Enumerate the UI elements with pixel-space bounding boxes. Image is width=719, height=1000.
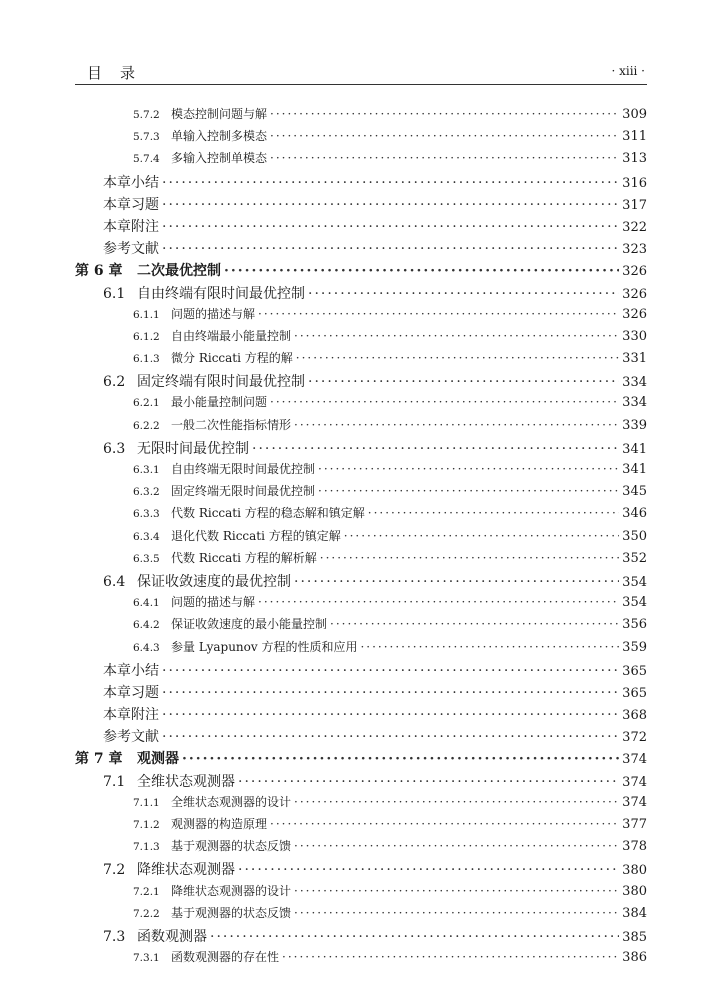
toc-entry-number: 6.3.4 bbox=[133, 530, 160, 543]
toc-entry-title: 参考文献 bbox=[103, 729, 159, 746]
toc-entry[interactable] bbox=[75, 460, 647, 482]
toc-entry-number: 5.7.2 bbox=[133, 109, 160, 121]
toc-entry-title: 基于观测器的状态反馈 bbox=[171, 905, 292, 920]
toc-entry-page: 374 bbox=[622, 752, 647, 768]
toc-entry[interactable] bbox=[75, 216, 647, 238]
toc-entry-title: 多输入控制单模态 bbox=[171, 151, 268, 166]
toc-entry-number: 7.3.1 bbox=[133, 952, 160, 965]
dot-leader bbox=[162, 241, 619, 257]
toc-entry-title: 观测器的构造原理 bbox=[171, 817, 268, 831]
toc-entry-page: 374 bbox=[622, 794, 647, 810]
dot-leader bbox=[270, 395, 619, 409]
toc-entry-page: 334 bbox=[622, 375, 647, 391]
toc-entry-page: 346 bbox=[622, 506, 647, 522]
dot-leader bbox=[162, 729, 619, 745]
toc-entry[interactable] bbox=[75, 527, 647, 549]
dot-leader bbox=[238, 862, 619, 878]
toc-entry-page: 339 bbox=[622, 417, 647, 433]
dot-leader bbox=[182, 751, 619, 767]
toc-entry-number: 6.3.2 bbox=[133, 486, 160, 499]
toc-entry-page: 372 bbox=[622, 730, 647, 746]
toc-entry-number: 7.2.1 bbox=[133, 885, 160, 898]
toc-entry-title: 无限时间最优控制 bbox=[137, 440, 249, 457]
toc-entry-title: 基于观测器的状态反馈 bbox=[171, 839, 292, 854]
toc-entry[interactable] bbox=[75, 504, 647, 526]
toc-entry-page: 350 bbox=[622, 528, 647, 544]
toc-entry[interactable] bbox=[75, 704, 647, 726]
toc-entry-title: 最小能量控制问题 bbox=[171, 395, 268, 410]
dot-leader bbox=[224, 263, 619, 279]
dot-leader bbox=[360, 640, 619, 654]
toc-entry-number: 6.2 bbox=[103, 374, 126, 391]
toc-entry[interactable] bbox=[75, 837, 647, 859]
toc-entry-number: 第 7 章 bbox=[75, 751, 123, 768]
toc-entry-page: 365 bbox=[622, 663, 647, 679]
toc-entry[interactable] bbox=[75, 815, 647, 837]
toc-entry[interactable] bbox=[75, 571, 647, 593]
dot-leader bbox=[294, 884, 619, 898]
toc-entry-title: 观测器 bbox=[137, 751, 179, 768]
toc-entry-page: 345 bbox=[622, 484, 647, 500]
toc-entry-page: 356 bbox=[622, 617, 647, 633]
dot-leader bbox=[258, 307, 619, 321]
dot-leader bbox=[320, 551, 619, 565]
toc-entry-page: 322 bbox=[622, 219, 647, 235]
toc-entry-title: 全维状态观测器的设计 bbox=[171, 794, 292, 809]
toc-entry-title: 函数观测器 bbox=[137, 928, 207, 945]
dot-leader bbox=[282, 950, 619, 964]
toc-entry-page: 354 bbox=[622, 574, 647, 590]
dot-leader bbox=[238, 774, 619, 790]
toc-entry-number: 6.3.3 bbox=[133, 508, 160, 521]
toc-entry-title: 问题的描述与解 bbox=[171, 595, 256, 610]
toc-entry-number: 7.2 bbox=[103, 862, 126, 879]
toc-entry[interactable] bbox=[75, 482, 647, 504]
dot-leader bbox=[210, 929, 619, 945]
toc-entry[interactable] bbox=[75, 416, 647, 438]
toc-entry-page: 316 bbox=[622, 175, 647, 191]
dot-leader bbox=[270, 107, 619, 121]
toc-entry-number: 5.7.4 bbox=[133, 153, 160, 166]
dot-leader bbox=[252, 441, 619, 457]
toc-entry-title: 单输入控制多模态 bbox=[171, 129, 268, 144]
toc-entry-page: 380 bbox=[622, 883, 647, 899]
dot-leader bbox=[294, 329, 619, 343]
toc-entry-page: 311 bbox=[622, 129, 647, 145]
toc-entry-page: 341 bbox=[622, 462, 647, 477]
dot-leader bbox=[162, 663, 619, 679]
toc-entry[interactable] bbox=[75, 305, 647, 327]
dot-leader bbox=[162, 685, 619, 701]
toc-entry[interactable] bbox=[75, 793, 647, 815]
toc-entry-number: 7.1.2 bbox=[133, 819, 160, 831]
toc-entry[interactable] bbox=[75, 260, 647, 282]
toc-entry-title: 本章小结 bbox=[103, 662, 159, 679]
toc-entry-page: 326 bbox=[622, 286, 647, 302]
toc-entry-title: 保证收敛速度的最小能量控制 bbox=[171, 617, 328, 632]
toc-entry-title: 固定终端有限时间最优控制 bbox=[137, 374, 305, 391]
toc-entry[interactable] bbox=[75, 327, 647, 349]
toc-entry-number: 6.4 bbox=[103, 573, 126, 590]
dot-leader bbox=[318, 484, 619, 498]
toc-entry-title: 代数 Riccati 方程的解析解 bbox=[171, 550, 317, 565]
toc-entry[interactable] bbox=[75, 283, 647, 305]
toc-entry-number: 7.1.1 bbox=[133, 796, 160, 809]
toc-entry-title: 本章习题 bbox=[103, 684, 159, 701]
toc-entry[interactable] bbox=[75, 882, 647, 904]
toc-entry[interactable] bbox=[75, 238, 647, 260]
toc-entry-title: 本章附注 bbox=[103, 218, 159, 235]
dot-leader bbox=[296, 351, 619, 365]
toc-entry-page: 326 bbox=[622, 306, 647, 322]
toc-entry[interactable] bbox=[75, 371, 647, 393]
dot-leader bbox=[162, 197, 619, 213]
toc-entry[interactable] bbox=[75, 105, 647, 127]
toc-entry-page: 331 bbox=[622, 351, 647, 367]
dot-leader bbox=[294, 418, 619, 432]
toc-entry-page: 323 bbox=[622, 242, 647, 258]
toc-entry-title: 固定终端无限时间最优控制 bbox=[171, 484, 316, 499]
dot-leader bbox=[270, 817, 619, 831]
toc-entry-page: 386 bbox=[622, 950, 647, 966]
dot-leader bbox=[294, 839, 619, 853]
toc-entry[interactable] bbox=[75, 948, 647, 970]
toc-entry-number: 6.3.1 bbox=[133, 464, 160, 476]
toc-entry-title: 降维状态观测器的设计 bbox=[171, 883, 292, 898]
toc-entry-page: 313 bbox=[622, 151, 647, 167]
toc-entry-title: 本章小结 bbox=[103, 174, 159, 191]
toc-entry[interactable] bbox=[75, 127, 647, 149]
dot-leader bbox=[330, 617, 619, 631]
toc-entry-number: 7.2.2 bbox=[133, 907, 160, 920]
dot-leader bbox=[162, 219, 619, 235]
toc-entry[interactable] bbox=[75, 926, 647, 948]
dot-leader bbox=[308, 374, 619, 390]
dot-leader bbox=[270, 129, 619, 143]
page-header bbox=[75, 62, 647, 85]
toc-entry-title: 自由终端无限时间最优控制 bbox=[171, 462, 316, 476]
toc-entry-page: 317 bbox=[622, 197, 647, 213]
toc-entry-number: 7.1 bbox=[103, 773, 126, 790]
dot-leader bbox=[308, 286, 619, 302]
dot-leader bbox=[270, 151, 619, 165]
toc-entry-title: 本章附注 bbox=[103, 707, 159, 724]
toc-entry-title: 代数 Riccati 方程的稳态解和镇定解 bbox=[171, 506, 365, 521]
dot-leader bbox=[294, 906, 619, 920]
toc-entry[interactable] bbox=[75, 149, 647, 171]
toc-entry-page: 378 bbox=[622, 839, 647, 855]
toc-entry-page: 330 bbox=[622, 328, 647, 344]
toc-entry-page: 368 bbox=[622, 708, 647, 724]
dot-leader bbox=[344, 529, 619, 543]
toc-entry-title: 函数观测器的存在性 bbox=[171, 950, 280, 965]
toc-entry-title: 降维状态观测器 bbox=[137, 862, 235, 879]
dot-leader bbox=[368, 506, 619, 520]
toc-entry-page: 341 bbox=[622, 441, 647, 457]
toc-entry-title: 自由终端有限时间最优控制 bbox=[137, 285, 305, 302]
toc-entry-page: 354 bbox=[622, 595, 647, 611]
dot-leader bbox=[162, 175, 619, 191]
toc-entry-number: 6.3.5 bbox=[133, 552, 160, 565]
toc-entry-title: 微分 Riccati 方程的解 bbox=[171, 351, 293, 366]
toc-entry-number: 6.4.2 bbox=[133, 619, 160, 632]
toc-entry[interactable] bbox=[75, 194, 647, 216]
toc-entry-number: 7.3 bbox=[103, 928, 126, 945]
toc-entry-title: 保证收敛速度的最优控制 bbox=[137, 573, 291, 590]
toc-entry-number: 7.1.3 bbox=[133, 841, 160, 854]
toc-entry-number: 6.4.3 bbox=[133, 641, 160, 654]
toc-entry-number: 第 6 章 bbox=[75, 263, 123, 280]
toc-entry-page: 384 bbox=[622, 905, 647, 921]
dot-leader bbox=[294, 795, 619, 809]
toc-entry-number: 6.2.1 bbox=[133, 397, 160, 410]
toc-entry[interactable] bbox=[75, 615, 647, 637]
toc-entry-title: 模态控制问题与解 bbox=[171, 107, 268, 121]
toc-entry-title: 本章习题 bbox=[103, 196, 159, 213]
toc-entry-page: 352 bbox=[622, 550, 647, 566]
toc-entry-page: 309 bbox=[622, 107, 647, 122]
toc-entry[interactable] bbox=[75, 748, 647, 770]
toc-entry[interactable] bbox=[75, 904, 647, 926]
toc-entry-title: 二次最优控制 bbox=[137, 263, 221, 280]
dot-leader bbox=[258, 595, 619, 609]
toc-entry[interactable] bbox=[75, 549, 647, 571]
toc-entry-title: 全维状态观测器 bbox=[137, 773, 235, 790]
toc-entry-page: 380 bbox=[622, 863, 647, 879]
toc-entry[interactable] bbox=[75, 393, 647, 415]
toc-entry-page: 334 bbox=[622, 395, 647, 411]
toc-entry-page: 359 bbox=[622, 639, 647, 655]
toc-entry-title: 参考文献 bbox=[103, 241, 159, 258]
toc-entry[interactable] bbox=[75, 859, 647, 881]
toc-entry[interactable] bbox=[75, 682, 647, 704]
toc-entry-number: 6.1.1 bbox=[133, 308, 160, 321]
toc-entry-number: 6.1.2 bbox=[133, 330, 160, 343]
toc-entry-number: 6.3 bbox=[103, 440, 126, 457]
dot-leader bbox=[318, 462, 619, 476]
toc-entry-page: 385 bbox=[622, 929, 647, 945]
toc-entry[interactable] bbox=[75, 771, 647, 793]
toc-entry-page: 365 bbox=[622, 685, 647, 701]
toc-entry-number: 6.1 bbox=[103, 285, 126, 302]
toc-entry-title: 参量 Lyapunov 方程的性质和应用 bbox=[171, 639, 358, 654]
toc-entry[interactable] bbox=[75, 593, 647, 615]
toc-entry[interactable] bbox=[75, 660, 647, 682]
toc-entry[interactable] bbox=[75, 172, 647, 194]
header-page-number: · xiii · bbox=[611, 64, 645, 78]
toc-entry-page: 326 bbox=[622, 264, 647, 280]
dot-leader bbox=[162, 707, 619, 723]
toc-entry-title: 一般二次性能指标情形 bbox=[171, 417, 292, 432]
toc-entry-title: 自由终端最小能量控制 bbox=[171, 328, 292, 343]
toc-entry[interactable] bbox=[75, 638, 647, 660]
toc-entry[interactable] bbox=[75, 438, 647, 460]
toc-entry-page: 377 bbox=[622, 817, 647, 832]
toc-entry-title: 退化代数 Riccati 方程的镇定解 bbox=[171, 528, 341, 543]
toc-entry-number: 6.2.2 bbox=[133, 419, 160, 432]
header-title: 目录 bbox=[87, 64, 154, 82]
toc-entry[interactable] bbox=[75, 726, 647, 748]
table-of-contents bbox=[75, 105, 647, 970]
toc-entry-number: 5.7.3 bbox=[133, 131, 160, 144]
toc-entry-page: 374 bbox=[622, 774, 647, 790]
toc-entry-number: 6.4.1 bbox=[133, 597, 160, 610]
toc-entry-title: 问题的描述与解 bbox=[171, 306, 256, 321]
dot-leader bbox=[294, 574, 619, 590]
toc-entry[interactable] bbox=[75, 349, 647, 371]
toc-entry-number: 6.1.3 bbox=[133, 353, 160, 366]
